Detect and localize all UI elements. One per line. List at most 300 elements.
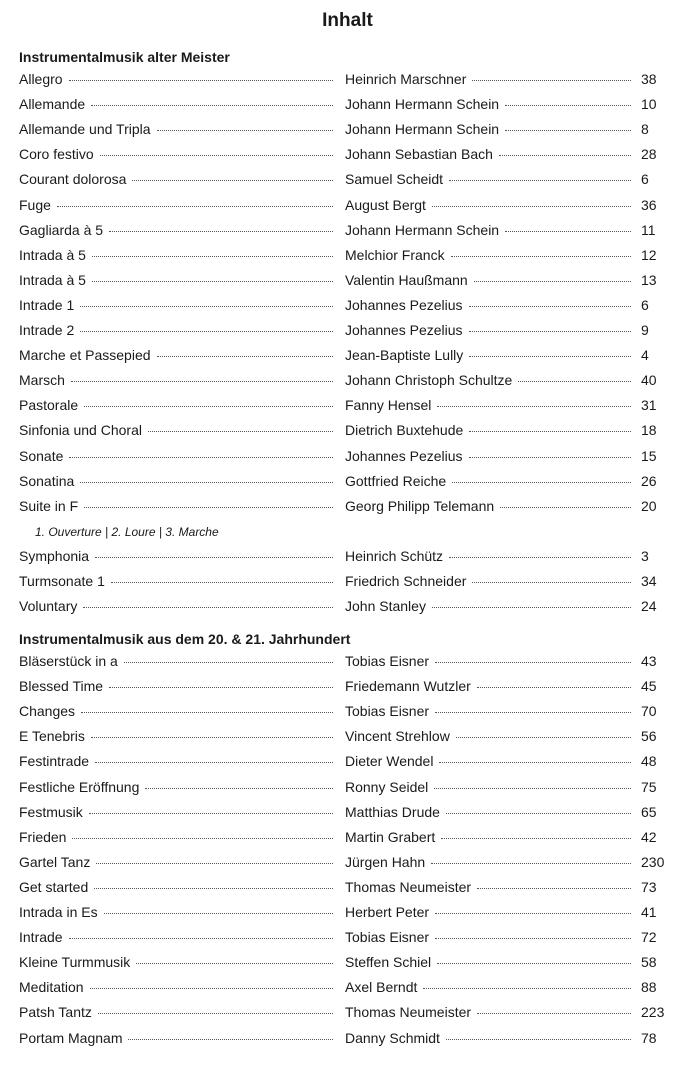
entry-title-cell — [19, 422, 333, 442]
entry-composer: Ronny Seidel — [345, 778, 429, 795]
toc-entry[interactable] — [19, 954, 659, 974]
dot-leader — [92, 281, 333, 282]
entry-composer-cell — [345, 904, 631, 924]
dot-leader — [499, 155, 631, 156]
entry-title: Gartel Tanz — [19, 853, 91, 870]
entry-composer: Thomas Neumeister — [345, 1004, 472, 1021]
entry-page-cell — [641, 954, 681, 974]
toc-entry[interactable] — [19, 448, 659, 468]
entry-page: 48 — [641, 753, 657, 770]
entry-composer: Dieter Wendel — [345, 753, 434, 770]
entry-title-cell — [19, 1004, 333, 1024]
entry-title: Allemande — [19, 96, 86, 113]
toc-entry[interactable] — [19, 372, 659, 392]
entry-title-cell — [19, 678, 333, 698]
dot-leader — [435, 938, 631, 939]
toc-entry[interactable] — [19, 703, 659, 723]
entry-page: 4 — [641, 347, 649, 364]
entry-composer: Johannes Pezelius — [345, 322, 463, 338]
dot-leader — [500, 507, 631, 508]
entry-composer-cell — [345, 753, 631, 773]
entry-composer-cell — [345, 804, 631, 824]
entry-page: 11 — [641, 221, 656, 238]
dot-leader — [57, 206, 333, 207]
entry-composer: Jürgen Hahn — [345, 853, 426, 870]
entry-page-cell — [641, 879, 681, 899]
entry-composer-cell — [345, 728, 631, 748]
entry-title-cell — [19, 954, 333, 974]
entry-composer-cell — [345, 272, 631, 292]
dot-leader — [446, 813, 631, 814]
entry-page: 28 — [641, 146, 657, 163]
entry-title-cell — [19, 829, 333, 849]
entry-composer: Tobias Eisner — [345, 703, 430, 720]
entry-title: Get started — [19, 878, 89, 895]
entry-title-cell — [19, 297, 333, 317]
entry-composer: John Stanley — [345, 598, 426, 615]
dot-leader — [472, 80, 631, 81]
entry-page-cell — [641, 753, 681, 773]
entry-composer-cell — [345, 498, 631, 518]
entry-page: 15 — [641, 447, 657, 464]
entry-composer: Steffen Schiel — [345, 954, 432, 971]
entry-title-cell — [19, 71, 333, 91]
entry-page-cell — [641, 653, 681, 673]
dot-leader — [446, 1039, 631, 1040]
entry-page-cell — [641, 222, 681, 242]
entry-composer: August Bergt — [345, 196, 426, 213]
entry-composer: Johann Christoph Schultze — [345, 372, 513, 389]
dot-leader — [100, 155, 333, 156]
entry-composer: Thomas Neumeister — [345, 878, 472, 895]
dot-leader — [92, 256, 333, 257]
entry-page: 6 — [641, 171, 649, 188]
toc-entry[interactable] — [19, 1030, 659, 1050]
toc-entry[interactable] — [19, 498, 659, 518]
dot-leader — [423, 988, 631, 989]
entry-title-cell — [19, 121, 333, 141]
entry-title: Festintrade — [19, 753, 90, 770]
dot-leader — [71, 381, 333, 382]
entry-title-cell — [19, 753, 333, 773]
entry-page-cell — [641, 573, 681, 593]
entry-page-cell — [641, 703, 681, 723]
toc-entry[interactable] — [19, 904, 659, 924]
dot-leader — [145, 788, 333, 789]
entry-composer-cell — [345, 322, 631, 342]
entry-composer: Vincent Strehlow — [345, 728, 450, 745]
toc-entry[interactable] — [19, 598, 659, 618]
entry-page: 65 — [641, 803, 657, 820]
entry-title: Meditation — [19, 979, 84, 996]
toc-entry[interactable] — [19, 879, 659, 899]
dot-leader — [437, 406, 631, 407]
entry-composer: Johann Hermann Schein — [345, 96, 500, 113]
entry-page: 40 — [641, 372, 657, 389]
toc-entry[interactable] — [19, 397, 659, 417]
entry-title: E Tenebris — [19, 728, 85, 745]
entry-composer: Melchior Franck — [345, 246, 445, 263]
entry-title-cell — [19, 272, 333, 292]
toc-entry[interactable] — [19, 653, 659, 673]
entry-composer-cell — [345, 779, 631, 799]
dot-leader — [80, 482, 333, 483]
entry-title: Intrade 2 — [19, 322, 75, 338]
entry-title: Sonatina — [19, 472, 75, 489]
entry-page-cell — [641, 448, 681, 468]
dot-leader — [94, 888, 333, 889]
dot-leader — [452, 482, 631, 483]
dot-leader — [432, 607, 631, 608]
entry-page: 26 — [641, 472, 657, 489]
entry-title-cell — [19, 322, 333, 342]
entry-page-cell — [641, 1004, 681, 1024]
entry-composer: Danny Schmidt — [345, 1029, 440, 1046]
entry-page: 38 — [641, 71, 657, 87]
toc-entry[interactable] — [19, 422, 659, 442]
entry-composer-cell — [345, 979, 631, 999]
entry-composer: Johann Sebastian Bach — [345, 146, 493, 163]
entry-composer: Johannes Pezelius — [345, 296, 463, 313]
dot-leader — [91, 737, 333, 738]
dot-leader — [477, 888, 631, 889]
entry-composer-cell — [345, 879, 631, 899]
dot-leader — [469, 331, 631, 332]
entry-title-cell — [19, 653, 333, 673]
dot-leader — [437, 963, 631, 964]
entry-page: 70 — [641, 703, 657, 720]
entry-page-cell — [641, 422, 681, 442]
entry-composer: Herbert Peter — [345, 904, 430, 920]
dot-leader — [472, 582, 631, 583]
entry-title-cell — [19, 573, 333, 593]
dot-leader — [91, 105, 333, 106]
entry-page: 36 — [641, 196, 657, 213]
dot-leader — [434, 788, 631, 789]
toc-entry[interactable] — [19, 247, 659, 267]
entry-composer: Matthias Drude — [345, 803, 440, 820]
entry-composer-cell — [345, 96, 631, 116]
toc-entry[interactable] — [19, 197, 659, 217]
entry-title-cell — [19, 171, 333, 191]
entry-page-cell — [641, 96, 681, 116]
entry-title: Coro festivo — [19, 146, 94, 163]
dot-leader — [439, 762, 631, 763]
entry-composer-cell — [345, 422, 631, 442]
toc-entry[interactable] — [19, 678, 659, 698]
entry-page-cell — [641, 779, 681, 799]
dot-leader — [435, 712, 631, 713]
entry-page: 34 — [641, 573, 657, 589]
entry-title-cell — [19, 96, 333, 116]
entry-page: 223 — [641, 1004, 665, 1021]
dot-leader — [157, 130, 333, 131]
entry-page: 6 — [641, 296, 649, 313]
entry-title-cell — [19, 197, 333, 217]
entry-title: Suite in F — [19, 497, 79, 514]
page-title: Inhalt — [322, 10, 373, 31]
entry-title: Allemande und Tripla — [19, 121, 151, 138]
dot-leader — [80, 306, 333, 307]
toc-entry[interactable] — [19, 1004, 665, 1024]
dot-leader — [89, 813, 333, 814]
entry-title-cell — [19, 703, 333, 723]
entry-page-cell — [641, 322, 681, 342]
entry-title: Bläserstück in a — [19, 653, 118, 669]
entry-composer: Johannes Pezelius — [345, 447, 463, 464]
dot-leader — [505, 105, 631, 106]
toc-entry[interactable] — [19, 473, 659, 493]
dot-leader — [469, 431, 631, 432]
dot-leader — [90, 988, 333, 989]
entry-title-cell — [19, 247, 333, 267]
toc-entry[interactable] — [19, 297, 659, 317]
entry-page: 10 — [641, 96, 657, 113]
entry-title: Frieden — [19, 828, 67, 845]
entry-page: 75 — [641, 778, 657, 795]
entry-page-cell — [641, 197, 681, 217]
entry-composer: Valentin Haußmann — [345, 271, 468, 288]
entry-page: 73 — [641, 878, 657, 895]
entry-composer-cell — [345, 347, 631, 367]
entry-composer: Friedemann Wutzler — [345, 678, 471, 695]
dot-leader — [98, 1013, 333, 1014]
section-heading: Instrumentalmusik alter Meister — [19, 49, 230, 65]
toc-entry[interactable] — [19, 753, 659, 773]
dot-leader — [469, 306, 631, 307]
entry-page: 3 — [641, 547, 649, 564]
entry-composer: Gottfried Reiche — [345, 472, 447, 489]
entry-title-cell — [19, 879, 333, 899]
entry-page-cell — [641, 904, 681, 924]
entry-title-cell — [19, 728, 333, 748]
entry-title: Blessed Time — [19, 678, 104, 695]
entry-page: 9 — [641, 322, 649, 338]
entry-composer: Fanny Hensel — [345, 397, 432, 414]
entry-page: 41 — [641, 904, 657, 920]
dot-leader — [84, 406, 333, 407]
entry-composer-cell — [345, 653, 631, 673]
entry-page-cell — [641, 929, 681, 949]
entry-title-cell — [19, 448, 333, 468]
entry-page-cell — [641, 347, 681, 367]
dot-leader — [435, 913, 631, 914]
entry-page-cell — [641, 171, 681, 191]
entry-composer: Johann Hermann Schein — [345, 121, 500, 138]
toc-entry[interactable] — [19, 146, 659, 166]
entry-composer-cell — [345, 247, 631, 267]
dot-leader — [518, 381, 631, 382]
entry-title: Festmusik — [19, 803, 83, 820]
toc-entry[interactable] — [19, 121, 659, 141]
entry-page-cell — [641, 121, 681, 141]
dot-leader — [95, 557, 333, 558]
dot-leader — [96, 863, 333, 864]
entry-composer: Samuel Scheidt — [345, 171, 444, 188]
toc-entry[interactable] — [19, 573, 659, 593]
entry-composer: Heinrich Marschner — [345, 71, 467, 87]
entry-composer: Axel Berndt — [345, 979, 418, 996]
toc-entry[interactable] — [19, 222, 659, 242]
entry-title: Symphonia — [19, 547, 90, 564]
entry-title-cell — [19, 598, 333, 618]
entry-page-cell — [641, 979, 681, 999]
entry-page-cell — [641, 804, 681, 824]
dot-leader — [69, 938, 333, 939]
entry-title: Intrade 1 — [19, 296, 75, 313]
entry-page-cell — [641, 473, 681, 493]
toc-entry[interactable] — [19, 829, 659, 849]
entry-composer: Jean-Baptiste Lully — [345, 347, 464, 364]
entry-title-cell — [19, 146, 333, 166]
toc-entry[interactable] — [19, 929, 659, 949]
toc-entry[interactable] — [19, 979, 659, 999]
entry-title-cell — [19, 548, 333, 568]
dot-leader — [69, 457, 333, 458]
entry-composer: Tobias Eisner — [345, 929, 430, 946]
toc-entry[interactable] — [19, 322, 659, 342]
toc-entry[interactable] — [19, 804, 659, 824]
entry-composer: Georg Philipp Telemann — [345, 497, 495, 514]
entry-page: 45 — [641, 678, 657, 695]
entry-composer-cell — [345, 372, 631, 392]
entry-page-cell — [641, 728, 681, 748]
entry-composer-cell — [345, 1004, 631, 1024]
entry-composer-cell — [345, 121, 631, 141]
dot-leader — [148, 431, 333, 432]
entry-composer: Friedrich Schneider — [345, 573, 467, 589]
entry-title: Sonate — [19, 447, 64, 464]
entry-page-cell — [641, 372, 681, 392]
dot-leader — [95, 762, 333, 763]
entry-page: 18 — [641, 422, 657, 439]
entry-title-cell — [19, 854, 333, 874]
dot-leader — [432, 206, 631, 207]
entry-title: Intrada à 5 — [19, 246, 86, 263]
entry-composer-cell — [345, 854, 631, 874]
toc-entry[interactable] — [19, 71, 659, 91]
entry-page-cell — [641, 598, 681, 618]
toc-entry[interactable] — [19, 171, 659, 191]
entry-title-cell — [19, 473, 333, 493]
entry-title: Courant dolorosa — [19, 171, 127, 188]
dot-leader — [132, 180, 333, 181]
dot-leader — [477, 1013, 631, 1014]
entry-title: Turmsonate 1 — [19, 573, 105, 589]
entry-title: Patsh Tantz — [19, 1004, 92, 1021]
toc-entry[interactable] — [19, 548, 659, 568]
entry-composer-cell — [345, 146, 631, 166]
entry-title: Sinfonia und Choral — [19, 422, 142, 439]
section-heading: Instrumentalmusik aus dem 20. & 21. Jahrhundert — [19, 631, 351, 647]
entry-page: 24 — [641, 598, 657, 615]
entry-page: 56 — [641, 728, 657, 745]
entry-page-cell — [641, 146, 681, 166]
dot-leader — [69, 80, 333, 81]
dot-leader — [157, 356, 333, 357]
dot-leader — [83, 607, 333, 608]
dot-leader — [72, 838, 333, 839]
entry-composer-cell — [345, 448, 631, 468]
entry-composer: Tobias Eisner — [345, 653, 430, 669]
dot-leader — [431, 863, 631, 864]
dot-leader — [505, 231, 631, 232]
entry-title: Festliche Eröffnung — [19, 778, 140, 795]
toc-entry[interactable] — [19, 272, 659, 292]
entry-title: Intrade — [19, 929, 63, 946]
entry-composer-cell — [345, 703, 631, 723]
toc-entry[interactable] — [19, 779, 659, 799]
entry-title: Changes — [19, 703, 76, 720]
toc-entry[interactable] — [19, 96, 659, 116]
entry-composer-cell — [345, 297, 631, 317]
entry-page-cell — [641, 397, 681, 417]
entry-title-cell — [19, 372, 333, 392]
entry-title-cell — [19, 929, 333, 949]
dot-leader — [80, 331, 333, 332]
entry-composer-cell — [345, 954, 631, 974]
entry-title: Voluntary — [19, 598, 78, 615]
dot-leader — [136, 963, 333, 964]
dot-leader — [505, 130, 631, 131]
entry-page: 78 — [641, 1029, 657, 1046]
entry-title-cell — [19, 397, 333, 417]
entry-page: 13 — [641, 271, 657, 288]
dot-leader — [469, 457, 631, 458]
entry-composer-cell — [345, 548, 631, 568]
entry-page-cell — [641, 548, 681, 568]
entry-composer-cell — [345, 678, 631, 698]
entry-page: 230 — [641, 853, 665, 870]
entry-title-cell — [19, 347, 333, 367]
entry-title-cell — [19, 1030, 333, 1050]
dot-leader — [109, 231, 333, 232]
entry-page-cell — [641, 247, 681, 267]
dot-leader — [84, 507, 333, 508]
entry-page: 8 — [641, 121, 649, 138]
dot-leader — [104, 913, 333, 914]
entry-title-cell — [19, 904, 333, 924]
entry-title-cell — [19, 779, 333, 799]
entry-title: Intrada in Es — [19, 904, 98, 920]
toc-entry[interactable] — [19, 853, 665, 874]
entry-title: Intrada à 5 — [19, 271, 86, 288]
entry-page-cell — [641, 272, 681, 292]
entry-page: 58 — [641, 954, 657, 971]
dot-leader — [124, 662, 333, 663]
entry-composer-cell — [345, 197, 631, 217]
entry-page: 72 — [641, 929, 657, 946]
dot-leader — [477, 687, 631, 688]
entry-page-cell — [641, 71, 681, 91]
dot-leader — [469, 356, 631, 357]
dot-leader — [449, 557, 631, 558]
entry-composer-cell — [345, 598, 631, 618]
entry-composer-cell — [345, 397, 631, 417]
dot-leader — [441, 838, 631, 839]
entry-composer: Martin Grabert — [345, 828, 436, 845]
toc-entry[interactable] — [19, 347, 659, 367]
entry-page: 88 — [641, 979, 657, 996]
dot-leader — [128, 1039, 333, 1040]
entry-composer-cell — [345, 573, 631, 593]
dot-leader — [109, 687, 333, 688]
dot-leader — [435, 662, 631, 663]
dot-leader — [111, 582, 333, 583]
toc-entry[interactable] — [19, 728, 659, 748]
entry-composer: Johann Hermann Schein — [345, 221, 500, 238]
entry-page-cell — [641, 829, 681, 849]
